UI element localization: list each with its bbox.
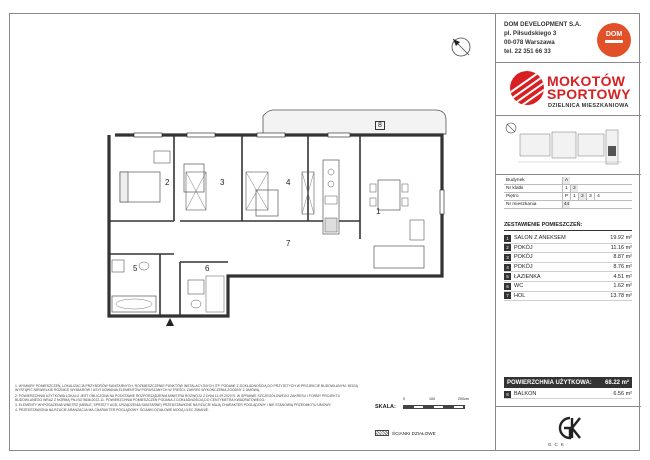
room-name: POKÓJ	[514, 244, 533, 251]
note-2: 2. POWIERZCHNIA UŻYTKOWA LOKALU JEST OBLICZONA NA PODSTAWIE ROZPORZĄDZENIA MINISTRA ROZWOJU Z DNIA 11.09.2020 R. W SPRAWIE SZCZEGÓŁOWEGO ZAKRESU I FORMY PROJEKTU BUDOWLANEGO WRAZ Z NORMĄ PN-ISO 9836:2022-11. POWIERZCHNIA POMIESZCZEŃ PODANA Z DOKŁADNOŚCIĄ DO CENTYMETRA KWADRATOWEGO.	[15, 393, 341, 402]
info-cell: 1	[570, 193, 578, 200]
brand-line-2: SPORTOWY	[547, 86, 631, 102]
info-cell: 44	[563, 202, 570, 207]
company-name: DOM DEVELOPMENT S.A.	[504, 21, 582, 28]
plan-label-6: 6	[205, 264, 210, 273]
rooms-list	[504, 234, 632, 301]
room-name: SALON Z ANEKSEM	[514, 235, 566, 242]
room-row	[504, 244, 632, 254]
room-area: 1.62 m²	[613, 283, 632, 290]
plan-label-1: 1	[376, 207, 381, 216]
unit-info-table	[504, 177, 632, 209]
info-cell: 2	[578, 193, 586, 200]
balcony-number: 8	[504, 391, 511, 398]
info-row	[504, 177, 632, 185]
company-phone: tel. 22 351 66 33	[504, 48, 551, 55]
room-row	[504, 263, 632, 273]
room-no: 6	[504, 283, 511, 290]
info-row	[504, 185, 632, 193]
plan-label-4: 4	[286, 178, 291, 187]
scale-tick-1: 100	[429, 397, 435, 401]
info-label: Budynek	[506, 178, 525, 183]
plan-label-8: 8	[375, 121, 385, 130]
room-area: 19.92 m²	[610, 235, 632, 242]
hatch-swatch-icon	[375, 430, 389, 436]
room-row	[504, 272, 632, 282]
plan-sheet	[9, 13, 640, 451]
room-no: 5	[504, 273, 511, 280]
room-area: 11.16 m²	[610, 244, 632, 251]
balcony-row	[504, 390, 632, 399]
room-row	[504, 253, 632, 263]
info-cell: A	[562, 177, 570, 184]
info-row	[504, 193, 632, 201]
total-area	[504, 377, 632, 388]
scale-tick-0: 0	[403, 397, 405, 401]
info-panel	[496, 14, 641, 450]
dom-logo-text: DOM	[605, 31, 623, 38]
room-area: 8.76 m²	[613, 264, 632, 271]
brand-line-1: MOKOTÓW	[547, 73, 626, 89]
info-label: Nr klatki	[506, 186, 524, 191]
dom-development-logo	[597, 23, 631, 57]
note-4: 4. PRZEDSTAWIONA NA RZUCIE ARANŻACJA MA CHARAKTER POGLĄDOWY. ŚCIANKI DZIAŁOWE MOGĄ ULEC ZMIANIE.	[15, 408, 209, 413]
site-key-plan	[504, 120, 632, 170]
room-area: 8.87 m²	[613, 254, 632, 261]
company-address	[504, 20, 581, 56]
rooms-title: ZESTAWIENIE POMIESZCZEŃ:	[504, 222, 632, 231]
room-name: POKÓJ	[514, 254, 533, 261]
scale-tick-2: 200cm	[458, 397, 469, 401]
room-name: ŁAZIENKA	[514, 273, 541, 280]
info-row	[504, 201, 632, 209]
legend-label: ŚCIANKI DZIAŁOWE	[392, 430, 436, 436]
scale-label: SKALA:	[375, 404, 396, 410]
room-name: HOL	[514, 292, 526, 299]
room-row	[504, 234, 632, 244]
room-row	[504, 292, 632, 302]
room-no: 7	[504, 292, 511, 299]
info-label: Piętro	[506, 194, 519, 199]
room-row	[504, 282, 632, 292]
company-city: 00-078 Warszawa	[504, 39, 555, 46]
company-street: pl. Piłsudskiego 3	[504, 30, 557, 37]
mokotow-sportowy-logo	[496, 63, 641, 113]
legal-notes	[15, 384, 361, 414]
plan-label-7: 7	[286, 239, 291, 248]
room-name: WC	[514, 283, 524, 290]
plan-label-3: 3	[220, 178, 225, 187]
gck-logo	[554, 414, 584, 444]
gck-text: GCK	[548, 442, 567, 447]
room-no: 2	[504, 244, 511, 251]
info-cell: 3	[586, 193, 594, 200]
room-name: POKÓJ	[514, 264, 533, 271]
legend-partition-walls	[375, 430, 436, 436]
plan-label-5: 5	[133, 264, 138, 273]
floor-plan	[10, 14, 495, 384]
brand-ball-icon	[510, 71, 544, 105]
entrance-arrow-icon	[166, 318, 174, 326]
note-1: 1. WYMIARY POMIESZCZEŃ, LOKALIZACJA PRZYBORÓW SANITARNYCH, ROZMIESZCZENIE PUNKTÓW INSTALACYJNYCH ITP. PODANE Z DOKŁADNOŚCIĄ DO PRZYJĘTYCH W PROJEKCIE BUDOWLANYM. MOGĄ WYSTĄPIĆ NIEWIELKIE RÓŻNICE WYMIARÓW I USYTUOWANIA ELEMENTÓW PORUSZANYCH W TREŚCI. ZAKRES WYKOŃCZENIA ZGODNY Z UMOWĄ.	[15, 384, 358, 393]
total-area-label: POWIERZCHNIA UŻYTKOWA:	[507, 379, 592, 386]
compass-icon	[452, 38, 470, 56]
info-label: Nr mieszkania	[506, 202, 537, 207]
note-3: 3. ELEMENTY WYPOSAŻENIA WNĘTRZ (MEBLE, SPRZĘTY AGD, URZĄDZENIA SANITARNE) PRZEDSTAWIONE NA RZUCIE MAJĄ CHARAKTER POGLĄDOWY I NIE STANOWIĄ PRZEDMIOTU UMOWY.	[15, 403, 332, 408]
info-cell: 2	[570, 185, 578, 192]
brand-line-3: DZIELNICA MIESZKANIOWA	[548, 103, 629, 109]
room-no: 1	[504, 235, 511, 242]
room-area: 4.51 m²	[613, 273, 632, 280]
info-cell: 1	[562, 185, 570, 192]
total-area-value: 68.22 m²	[604, 379, 629, 386]
room-no: 3	[504, 254, 511, 261]
info-cell: 4	[594, 193, 602, 200]
balcony-area: 6.56 m²	[613, 391, 632, 397]
balcony-name: BALKON	[514, 391, 537, 397]
room-no: 4	[504, 264, 511, 271]
room-area: 13.78 m²	[610, 292, 632, 299]
plan-label-2: 2	[165, 178, 170, 187]
info-cell: P	[562, 193, 570, 200]
